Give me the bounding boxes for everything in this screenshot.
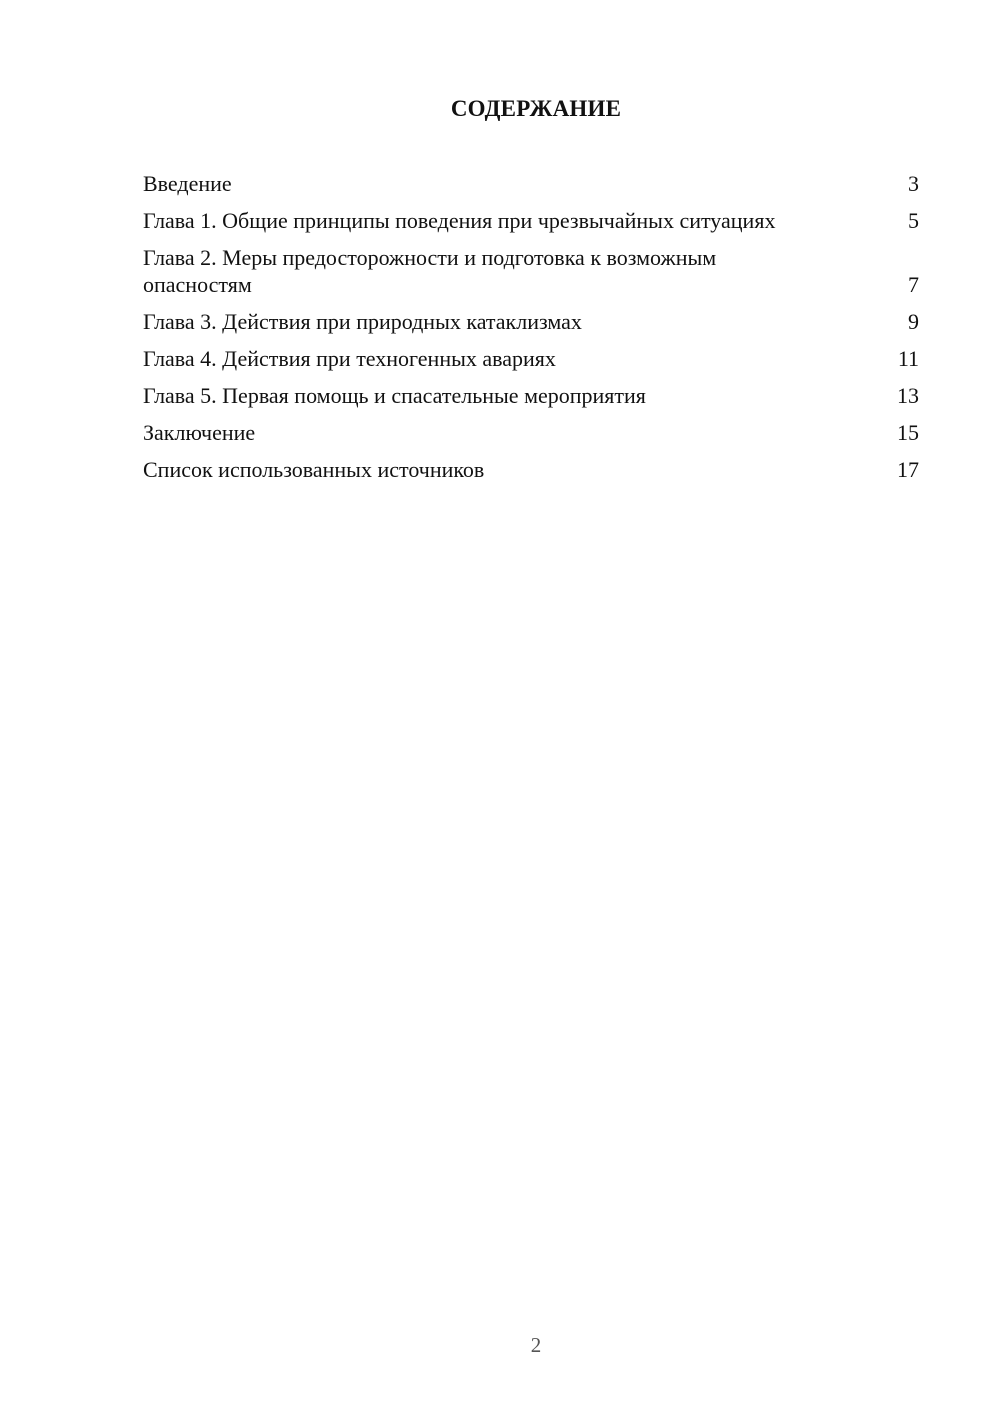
toc-entry-page: 5	[908, 208, 919, 233]
toc-entry-label: Глава 4. Действия при техногенных авариях	[143, 346, 556, 371]
toc-entry-chapter-2	[143, 244, 919, 298]
toc-entry-label: Введение	[143, 171, 232, 196]
toc-entry-label: Глава 1. Общие принципы поведения при чрезвычайных ситуациях	[143, 208, 776, 233]
toc-entry-chapter-1	[143, 207, 919, 234]
toc-entry-references	[143, 456, 919, 483]
toc-entry-label: Глава 3. Действия при природных катаклизмах	[143, 309, 582, 334]
toc-entry-page: 7	[908, 272, 919, 297]
toc-entry-conclusion	[143, 419, 919, 446]
toc-entry-page: 13	[897, 383, 919, 408]
toc-entry-label: Заключение	[143, 420, 256, 445]
toc-entry-chapter-4	[143, 345, 919, 372]
toc-entry-label: Список использованных источников	[143, 457, 485, 482]
toc-entry-page: 15	[897, 420, 919, 445]
toc-entry-chapter-5	[143, 382, 919, 409]
toc-entry-label: Глава 2. Меры предосторожности и подготовка к возможным опасностям	[143, 245, 717, 297]
page-title: СОДЕРЖАНИЕ	[450, 96, 622, 121]
toc-entry-introduction	[143, 170, 919, 197]
toc-entry-chapter-3	[143, 308, 919, 335]
toc-entry-page: 3	[908, 171, 919, 196]
page-number: 2	[530, 1333, 542, 1357]
table-of-contents	[143, 170, 919, 493]
toc-entry-page: 17	[897, 457, 919, 482]
toc-entry-label: Глава 5. Первая помощь и спасательные мероприятия	[143, 383, 646, 408]
toc-entry-page: 11	[897, 346, 919, 371]
toc-entry-page: 9	[908, 309, 919, 334]
